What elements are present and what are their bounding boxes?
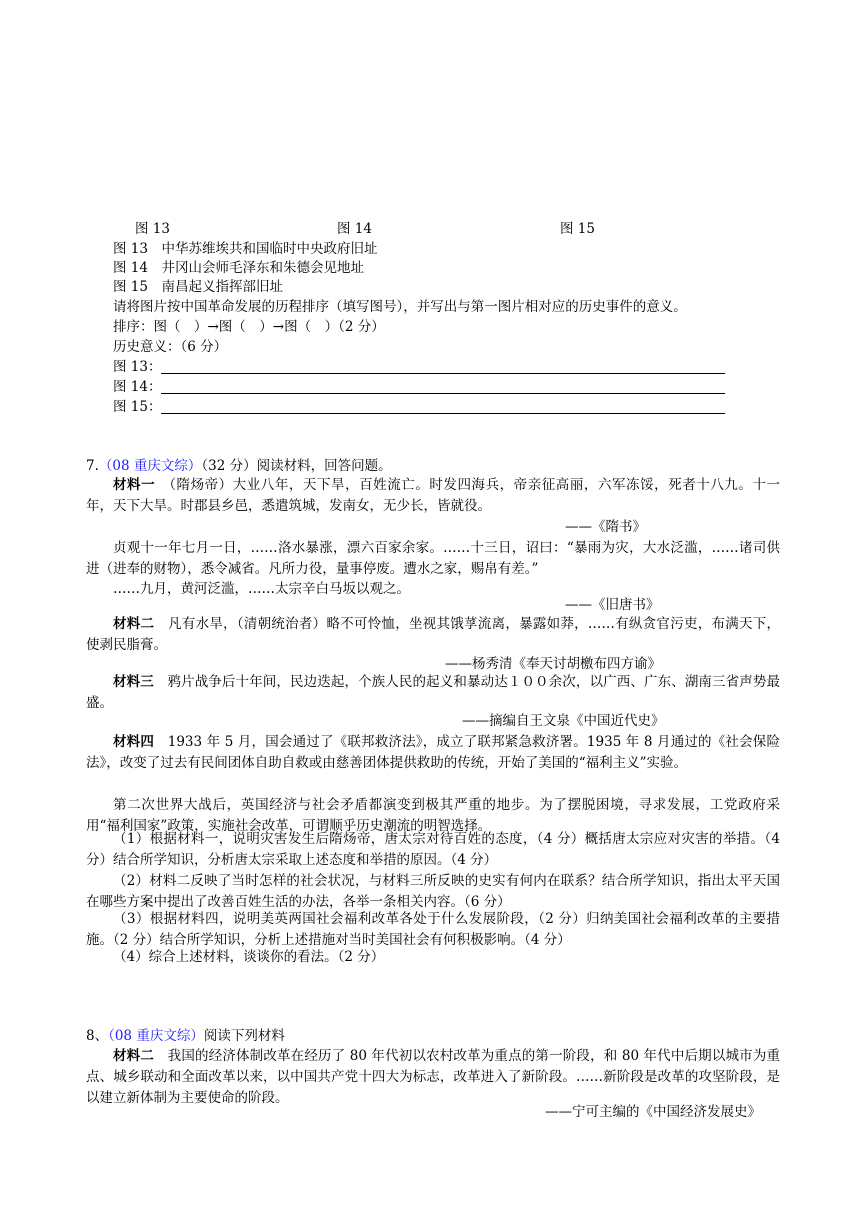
material-label: 材料三 <box>113 674 154 690</box>
q8-intro: 阅读下列材料 <box>203 1028 285 1044</box>
figure-14-description: 图 14 井冈山会师毛泽东和朱德会见地址 <box>113 260 364 276</box>
material-text: 凡有水旱，（清朝统治者）略不可怜恤，坐视其饿莩流离，暴露如莽，……有纵贪官污吏，布满天下，使剥民脂膏。 <box>86 616 781 653</box>
figure-13-caption: 图 13 <box>135 221 170 237</box>
material-text: （隋炀帝）大业八年，天下旱，百姓流亡。时发四海兵，帝亲征高丽，六军冻馁，死者十八九。十一年，天下大旱。时郡县乡邑，悉遣筑城，发南女，无少长，皆就役。 <box>86 477 781 514</box>
q7-subquestion-3: （3）根据材料四，说明美英两国社会福利改革各处于什么发展阶段，（2 分）归纳美国社会福利改革的主要措施。（2 分）结合所学知识，分析上述措施对当时美国社会有何积极影响。（4 分） <box>86 911 780 948</box>
q7-material-4-p1 <box>86 732 780 774</box>
material-text: 我国的经济体制改革在经历了 80 年代初以农村改革为重点的第一阶段，和 80 年代中后期以城市为重点、城乡联动和全面改革以来，以中国共产党十四大为标志，改革进入了新阶段。……新阶段是改革的攻坚阶段，是以建立新体制为主要使命的阶段。 <box>86 1048 780 1106</box>
figure-instruction: 请将图片按中国革命发展的历程排序（填写图号），并写出与第一图片相对应的历史事件的意义。 <box>113 299 687 315</box>
material-label: 材料二 <box>113 1048 154 1064</box>
q7-number: 7. <box>86 458 99 474</box>
q7-intro: （32 分）阅读材料，回答问题。 <box>201 458 392 474</box>
q7-subquestion-2: （2）材料二反映了当时怎样的社会状况，与材料三所反映的史实有何内在联系？结合所学知识，指出太平天国在哪些方案中提出了改善百姓生活的办法，各举一条相关内容。（6 分） <box>86 873 780 910</box>
figure-15-caption: 图 15 <box>560 221 595 237</box>
meaning-label: 历史意义：（6 分） <box>113 339 228 355</box>
q7-source-wang: ——摘编自王文泉《中国近代史》 <box>462 713 665 729</box>
q7-material-1-p1 <box>86 475 780 517</box>
q7-source-suishu: ——《隋书》 <box>565 519 646 535</box>
q7-source-jiutangshu: ——《旧唐书》 <box>565 597 660 613</box>
q8-heading <box>86 1027 285 1045</box>
material-text: 1933 年 5 月，国会通过了《联邦救济法》，成立了联邦紧急救济署。1935 年 8 月通过的《社会保险法》，改变了过去有民间团体自助自救或由慈善团体提供救助的传统，开始了美国的“福利主义”实验。 <box>86 734 780 771</box>
answer-line-15[interactable] <box>113 398 725 416</box>
answer-line-14[interactable] <box>113 378 725 396</box>
q8-number: 8、 <box>86 1028 109 1044</box>
order-line: 排序：图（ ）→图（ ）→图（ ）（2 分） <box>113 319 385 335</box>
figure-14-caption: 图 14 <box>337 221 372 237</box>
answer-rule <box>161 413 725 414</box>
q7-subquestion-1: （1）根据材料一，说明灾害发生后隋炀帝，唐太宗对待百姓的态度，（4 分）概括唐太宗应对灾害的举措。（4 分）结合所学知识，分析唐太宗采取上述态度和举措的原因。（4 分） <box>86 831 780 868</box>
figure-15-description: 图 15 南昌起义指挥部旧址 <box>113 279 283 295</box>
q7-source-yang: ——杨秀清《奉天讨胡檄布四方谕》 <box>445 656 661 672</box>
q7-subquestion-4: （4）综合上述材料，谈谈你的看法。（2 分） <box>113 949 385 965</box>
answer-label-14: 图 14： <box>113 379 162 395</box>
material-label: 材料一 <box>113 477 156 493</box>
q7-heading <box>86 457 392 475</box>
material-text: 鸦片战争后十年间，民边迭起，个族人民的起义和暴动达１００余次，以广西、广东、湖南三省声势最盛。 <box>86 674 781 711</box>
material-label: 材料四 <box>113 734 155 750</box>
q7-source: （08 重庆文综） <box>98 458 202 474</box>
q8-material-2 <box>86 1046 780 1109</box>
material-label: 材料二 <box>113 616 155 632</box>
q7-material-2 <box>86 614 780 656</box>
q8-source: （08 重庆文综） <box>108 1028 204 1044</box>
q7-material-1-p2: 贞观十一年七月一日，……洛水暴涨，漂六百家余家。……十三日，诏曰：“暴雨为灾，大水泛滥，……诸司供进（进奉的财物），悉令减省。凡所力役，量事停废。遭水之家，赐帛有差。” <box>86 540 780 577</box>
q7-material-1-p3: ……九月，黄河泛滥，……太宗辛白马坂以观之。 <box>113 581 410 597</box>
q8-source-ningke: ——宁可主编的《中国经济发展史》 <box>545 1104 761 1120</box>
q7-material-4-p2: 第二次世界大战后，英国经济与社会矛盾都演变到极其严重的地步。为了摆脱困境，寻求发展，工党政府采用“福利国家”政策，实施社会改革，可谓顺乎历史潮流的明智选择。 <box>86 797 780 834</box>
answer-rule <box>161 373 725 374</box>
figure-13-description: 图 13 中华苏维埃共和国临时中央政府旧址 <box>113 241 378 257</box>
answer-line-13[interactable] <box>113 358 725 376</box>
answer-rule <box>161 393 725 394</box>
answer-label-13: 图 13： <box>113 359 162 375</box>
q7-material-3 <box>86 672 780 714</box>
answer-label-15: 图 15： <box>113 399 162 415</box>
